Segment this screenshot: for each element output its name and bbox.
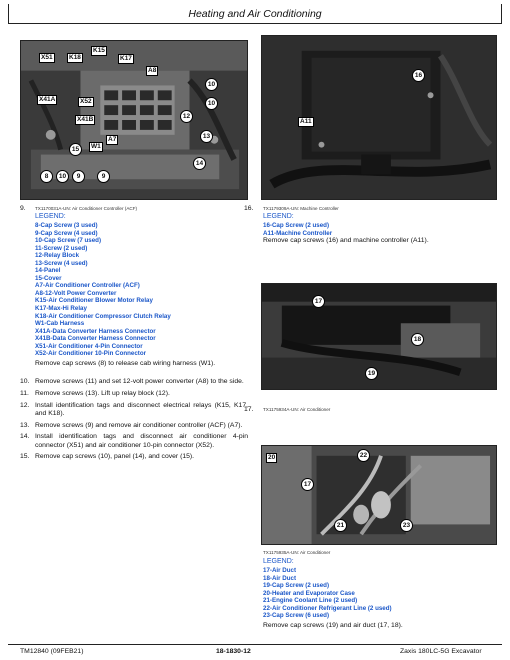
callout-8: 8 bbox=[40, 170, 53, 183]
legend-item: 22-Air Conditioner Refrigerant Line (2 used) bbox=[263, 604, 392, 612]
legend-item: 12-Relay Block bbox=[35, 252, 80, 260]
callout-17-bottom: 17 bbox=[301, 478, 314, 491]
callout-10-a: 10 bbox=[205, 78, 218, 91]
footer-divider bbox=[8, 644, 502, 645]
step-15: 15. Remove cap screws (10), panel (14), and cover (15). bbox=[20, 453, 195, 461]
legend-item: X52-Air Conditioner 10-Pin Connector bbox=[35, 350, 147, 358]
callout-13: 13 bbox=[200, 130, 213, 143]
step-16-text: Remove cap screws (16) and machine controller (A11). bbox=[263, 237, 429, 244]
callout-18: 18 bbox=[411, 333, 424, 346]
figure-4-reference: TX1175935A-UN: Air Conditioner bbox=[263, 550, 331, 555]
callout-9-a: 9 bbox=[72, 170, 85, 183]
photo-air-ducts bbox=[261, 283, 497, 390]
legend-item: A7-Air Conditioner Controller (ACF) bbox=[35, 282, 140, 290]
step-9-text: Remove cap screws (8) to release cab wiring harness (W1). bbox=[35, 360, 216, 367]
callout-15: 15 bbox=[69, 143, 82, 156]
photo-air-conditioner-controller bbox=[20, 40, 248, 200]
legend-item: K18-Air Conditioner Compressor Clutch Relay bbox=[35, 312, 171, 320]
callout-X41B: X41B bbox=[77, 116, 94, 123]
step-17-text: Remove cap screws (19) and air duct (17, 18). bbox=[263, 622, 403, 629]
legend-item: 10-Cap Screw (7 used) bbox=[35, 237, 102, 245]
callout-X52: X52 bbox=[80, 98, 92, 105]
step-14: 14. Install identification tags and disconnect air conditioner 4-pin connector (X51) and air conditioner 10-pin connector (X52). bbox=[20, 433, 248, 449]
legend-item: A11-Machine Controller bbox=[263, 229, 333, 237]
figure-1-reference: TX1170031A-UN: Air Conditioner Controller (ACF) bbox=[35, 206, 138, 211]
step-13: 13. Remove screws (9) and remove air conditioner controller (ACF) (A7). bbox=[20, 421, 243, 429]
callout-16: 16 bbox=[412, 69, 425, 82]
legend-item: 15-Cover bbox=[35, 274, 62, 282]
step-11: 11. Remove screws (13). Lift up relay block (12). bbox=[20, 389, 170, 397]
legend-item: 19-Cap Screw (2 used) bbox=[263, 582, 330, 590]
photo-machine-controller bbox=[261, 35, 497, 200]
callout-14: 14 bbox=[193, 157, 206, 170]
step-list bbox=[20, 378, 248, 465]
legend-item: K15-Air Conditioner Blower Motor Relay bbox=[35, 297, 153, 305]
figure-3-reference: TX1175934A-UN: Air Conditioner bbox=[263, 407, 331, 412]
callout-W1: W1 bbox=[91, 143, 101, 150]
callout-K18: K18 bbox=[69, 54, 81, 61]
legend-item: X51-Air Conditioner 4-Pin Connector bbox=[35, 342, 143, 350]
page-title: Heating and Air Conditioning bbox=[188, 8, 322, 20]
step-17-legend bbox=[263, 567, 392, 620]
step-12: 12. Install identification tags and disconnect electrical relays (K15, K17, and K18). bbox=[20, 401, 248, 417]
callout-K17: K17 bbox=[120, 55, 132, 62]
callout-A7: A7 bbox=[108, 136, 117, 143]
callout-17-top: 17 bbox=[312, 295, 325, 308]
legend-item: 8-Cap Screw (3 used) bbox=[35, 222, 98, 229]
legend-item: K17-Max-Hi Relay bbox=[35, 305, 87, 313]
step-16-number: 16. bbox=[244, 205, 254, 212]
step-9-number: 9. bbox=[20, 205, 26, 212]
legend-item: X41B-Data Converter Harness Connector bbox=[35, 335, 156, 343]
step-16-legend bbox=[263, 222, 332, 237]
legend-item: 21-Engine Coolant Line (2 used) bbox=[263, 597, 358, 605]
callout-X41A: X41A bbox=[39, 96, 56, 103]
callout-10-c: 10 bbox=[56, 170, 69, 183]
callout-X51: X51 bbox=[41, 54, 53, 61]
callout-12: 12 bbox=[180, 110, 193, 123]
legend-item: 20-Heater and Evaporator Case bbox=[263, 589, 355, 597]
page-header bbox=[8, 4, 502, 24]
callout-K15: K15 bbox=[93, 47, 105, 54]
callout-21: 21 bbox=[334, 519, 347, 532]
legend-item: A8-12-Volt Power Converter bbox=[35, 289, 117, 297]
step-10: 10. Remove screws (11) and set 12-volt power converter (A8) to the side. bbox=[20, 378, 244, 385]
legend-item: W1-Cab Harness bbox=[35, 320, 85, 328]
step-17-number: 17. bbox=[244, 406, 254, 413]
figure-2-reference: TX1179309A-UN: Machine Controller bbox=[263, 206, 339, 211]
callout-19: 19 bbox=[365, 367, 378, 380]
callout-10-b: 10 bbox=[205, 97, 218, 110]
callout-23: 23 bbox=[400, 519, 413, 532]
legend-item: 16-Cap Screw (2 used) bbox=[263, 222, 330, 229]
callout-A11: A11 bbox=[300, 118, 312, 125]
legend-item: 13-Screw (4 used) bbox=[35, 259, 88, 267]
photo-heater-evaporator-case bbox=[261, 445, 497, 545]
step-17-legend-title: LEGEND: bbox=[263, 558, 294, 565]
legend-item: 17-Air Duct bbox=[263, 567, 297, 574]
legend-item: X41A-Data Converter Harness Connector bbox=[35, 327, 156, 335]
callout-9-b: 9 bbox=[97, 170, 110, 183]
legend-item: 18-Air Duct bbox=[263, 574, 297, 582]
callout-22: 22 bbox=[357, 449, 370, 462]
callout-20: 20 bbox=[268, 454, 276, 461]
step-16-legend-title: LEGEND: bbox=[263, 213, 294, 220]
legend-item: 9-Cap Screw (4 used) bbox=[35, 229, 98, 237]
legend-item: 14-Panel bbox=[35, 267, 61, 275]
footer-machine-model: Zaxis 180LC-5G Excavator bbox=[400, 648, 482, 655]
legend-item: 11-Screw (2 used) bbox=[35, 244, 88, 252]
step-9-legend bbox=[35, 222, 171, 358]
footer-manual-id: TM12840 (09FEB21) bbox=[20, 648, 84, 655]
step-9-legend-title: LEGEND: bbox=[35, 213, 66, 220]
footer-page-number: 18-1830-12 bbox=[216, 648, 251, 655]
legend-item: 23-Cap Screw (6 used) bbox=[263, 612, 330, 620]
callout-A8: A8 bbox=[148, 67, 157, 74]
